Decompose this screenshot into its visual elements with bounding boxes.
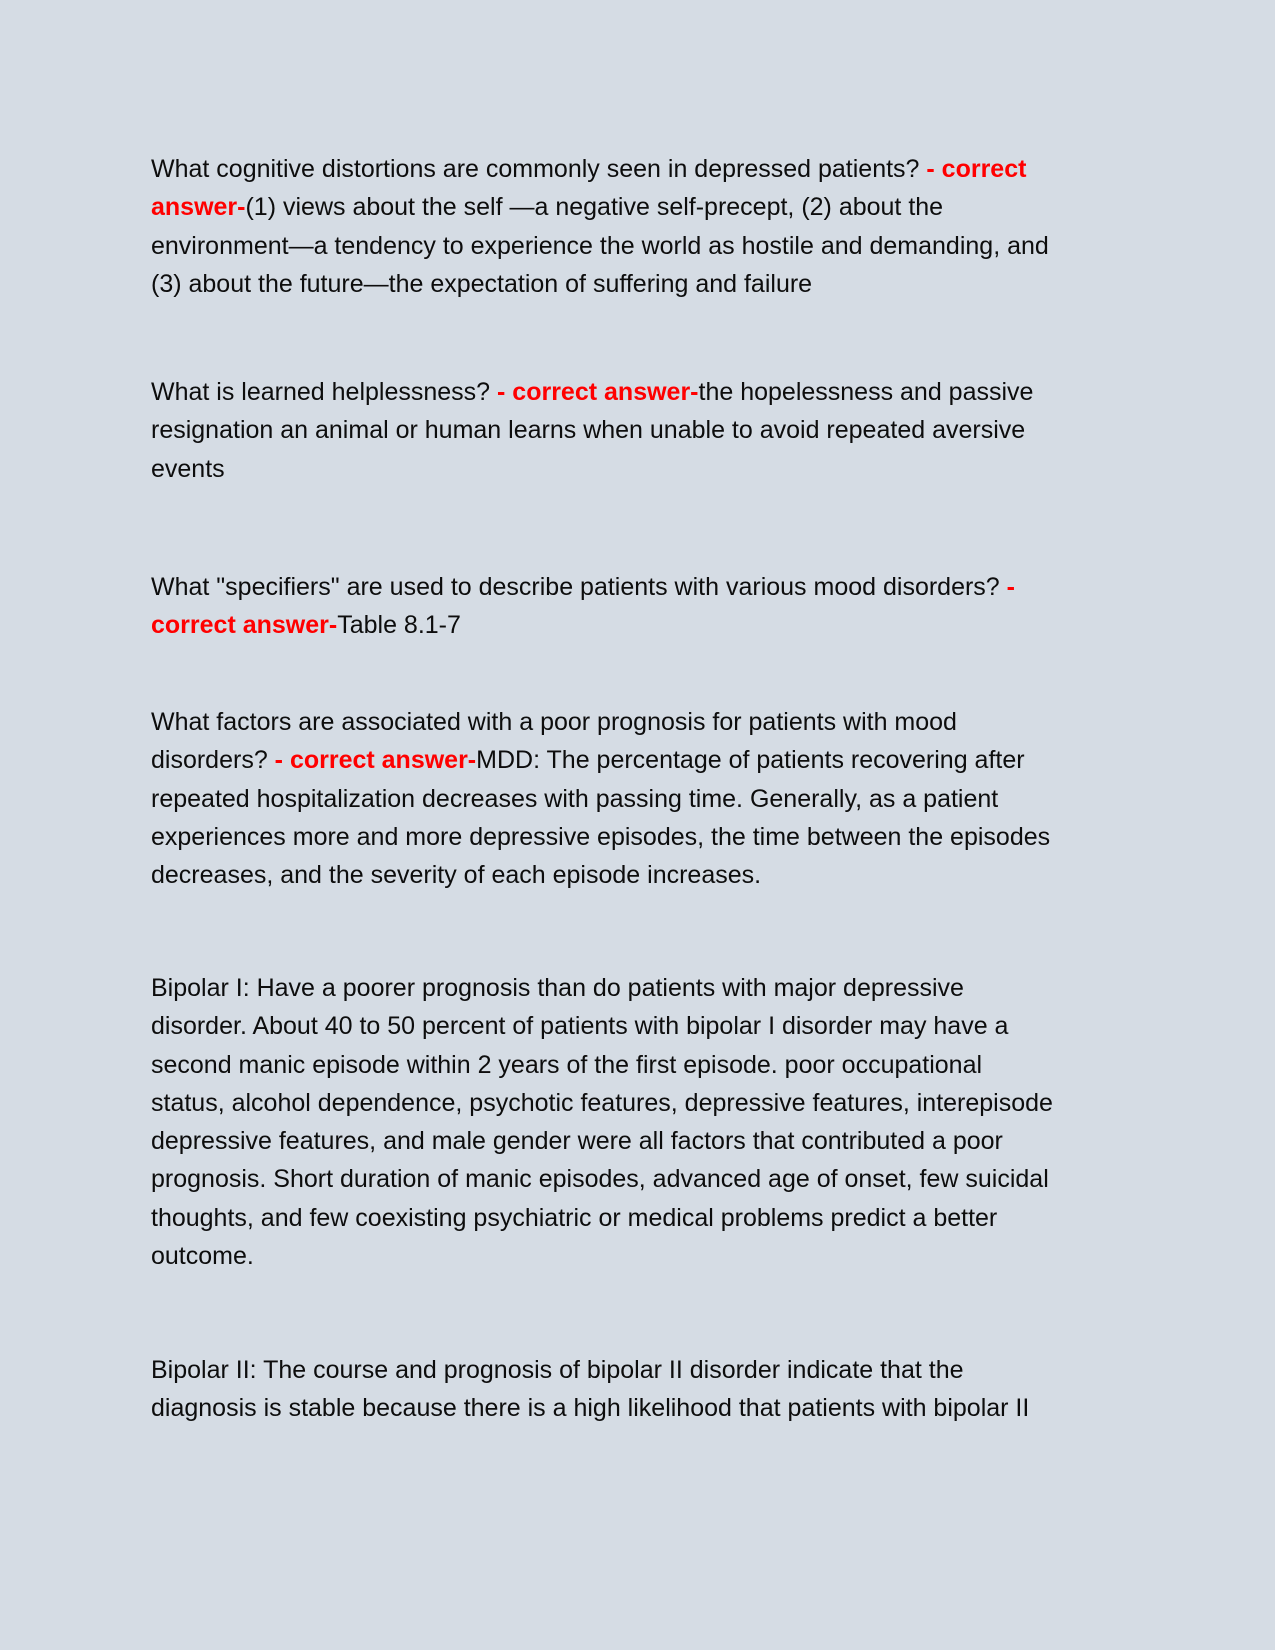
text-line [151,1237,1151,1275]
text-segment: environment—a tendency to experience the world as hostile and demanding, and [151,231,1049,260]
text-segment: repeated hospitalization decreases with passing time. Generally, as a patient [151,784,999,813]
text-line [151,265,1151,303]
text-line [151,741,1151,779]
text-line [151,450,1151,488]
text-line [151,1389,1151,1427]
text-segment: status, alcohol dependence, psychotic features, depressive features, interepisode [151,1088,1053,1117]
text-segment: the hopelessness and passive [698,378,1034,406]
text-segment: MDD: The percentage of patients recovering after [476,746,1025,775]
correct-answer-label: - [1006,573,1015,601]
text-line [151,780,1151,818]
text-line [151,227,1151,265]
text-segment: Bipolar I: Have a poorer prognosis than do patients with major depressive [151,974,964,1002]
text-line [151,606,1151,644]
paragraph-bipolar-ii [151,1351,1151,1428]
correct-answer-label: correct answer- [151,611,338,640]
qa-paragraph-poor-prognosis-factors [151,703,1151,894]
paragraph-bipolar-i [151,969,1151,1275]
text-line [151,818,1151,856]
text-segment: events [151,454,225,483]
text-segment: What factors are associated with a poor prognosis for patients with mood [151,708,957,736]
qa-paragraph-learned-helplessness [151,373,1151,488]
text-segment: Bipolar II: The course and prognosis of bipolar II disorder indicate that the [151,1356,964,1384]
text-segment: thoughts, and few coexisting psychiatric or medical problems predict a better [151,1203,998,1232]
text-line [151,1351,1151,1389]
text-line [151,969,1151,1007]
text-segment: What cognitive distortions are commonly seen in depressed patients? [151,155,927,183]
text-segment: disorders? [151,746,275,775]
text-segment: resignation an animal or human learns when unable to avoid repeated aversive [151,416,1026,445]
text-segment: disorder. About 40 to 50 percent of patients with bipolar I disorder may have a [151,1012,1009,1041]
text-line [151,373,1151,411]
text-segment: depressive features, and male gender were all factors that contributed a poor [151,1127,1003,1156]
text-line [151,150,1151,188]
text-line [151,1199,1151,1237]
text-line [151,188,1151,226]
text-segment: What is learned helplessness? [151,378,498,406]
text-segment: decreases, and the severity of each episode increases. [151,861,762,890]
correct-answer-label: - correct answer- [497,378,699,406]
text-line [151,1007,1151,1045]
text-segment: outcome. [151,1242,254,1271]
correct-answer-label: answer- [151,193,246,222]
text-line [151,856,1151,894]
text-line [151,1122,1151,1160]
text-segment: Table 8.1-7 [337,611,461,640]
text-segment: prognosis. Short duration of manic episodes, advanced age of onset, few suicidal [151,1165,1049,1194]
correct-answer-label: - correct answer- [274,746,477,775]
text-line [151,1160,1151,1198]
text-line [151,1084,1151,1122]
text-segment: diagnosis is stable because there is a high likelihood that patients with bipolar II [151,1394,1030,1423]
correct-answer-label: - correct [926,155,1027,183]
text-line [151,568,1151,606]
text-segment: (3) about the future—the expectation of suffering and failure [151,269,813,298]
qa-paragraph-cognitive-distortions [151,150,1151,303]
text-segment: (1) views about the self —a negative self-precept, (2) about the [245,193,944,222]
text-segment: experiences more and more depressive episodes, the time between the episodes [151,822,1051,851]
text-line [151,411,1151,449]
qa-paragraph-specifiers [151,568,1151,645]
text-line [151,1046,1151,1084]
text-segment: What "specifiers" are used to describe patients with various mood disorders? [151,573,1007,601]
text-line [151,703,1151,741]
text-segment: second manic episode within 2 years of the first episode. poor occupational [151,1050,983,1079]
